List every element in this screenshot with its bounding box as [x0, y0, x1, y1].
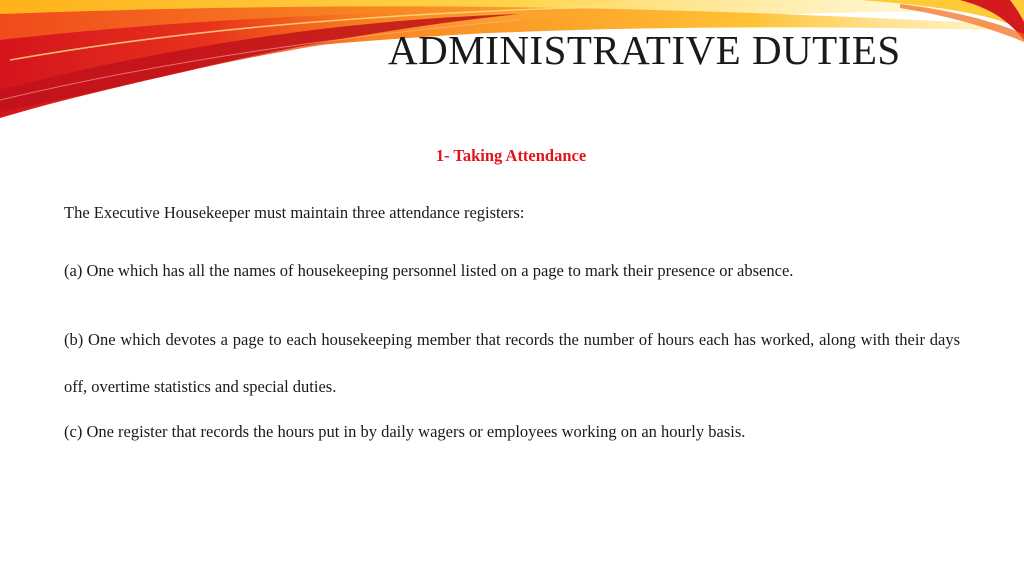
register-c-paragraph: (c) One register that records the hours put in by daily wagers or employees working on an hourly basis. — [64, 422, 746, 441]
subheading-text: 1- Taking Attendance — [435, 146, 587, 165]
section-subheading — [0, 146, 1024, 166]
intro-paragraph: The Executive Housekeeper must maintain three attendance registers: — [64, 203, 525, 222]
register-a-paragraph: (a) One which has all the names of housekeeping personnel listed on a page to mark their presence or absence. — [64, 261, 794, 280]
register-b-paragraph: (b) One which devotes a page to each housekeeping member that records the number of hours each has worked, along with their days off, overtime statistics and special duties. — [64, 330, 960, 396]
slide-title: ADMINISTRATIVE DUTIES — [388, 27, 901, 73]
